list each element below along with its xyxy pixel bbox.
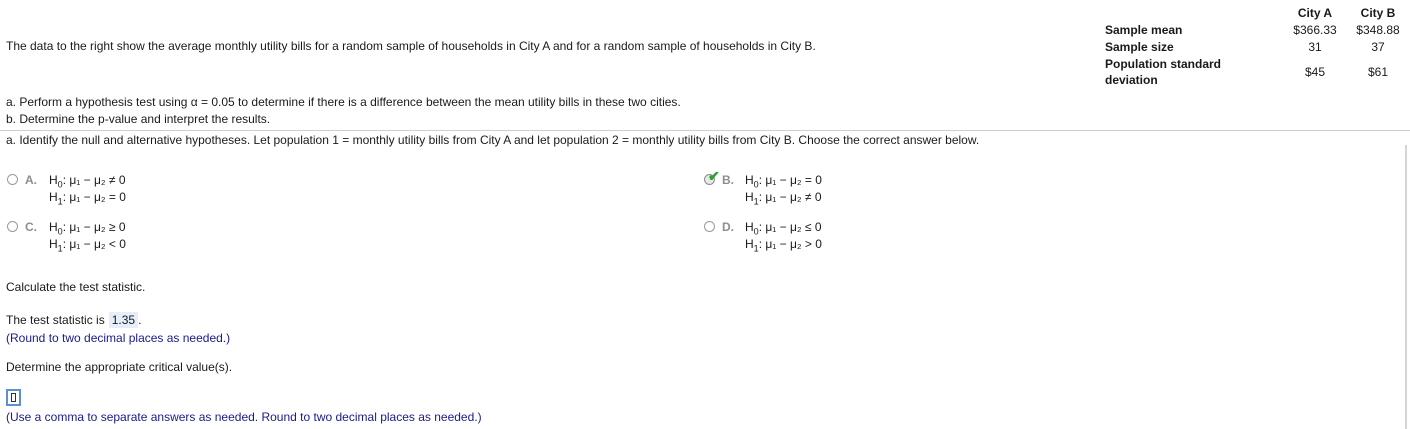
column-header-city-a: City A: [1297, 6, 1333, 20]
critical-value-input[interactable]: [6, 389, 21, 406]
radio-option-d[interactable]: [704, 221, 715, 232]
option-c-h1: $H_1$: μ₁ − μ₂ < 0: [49, 237, 126, 254]
text-cursor: [11, 393, 16, 402]
option-b-h0: $H_0$: μ₁ − μ₂ = 0: [745, 173, 822, 190]
question-part-b: b. Determine the p-value and interpret the results.: [6, 112, 271, 126]
option-d-h1: $H_1$: μ₁ − μ₂ > 0: [745, 237, 822, 254]
column-header-city-b: City B: [1360, 6, 1396, 20]
scrollbar[interactable]: [1405, 145, 1407, 429]
cell-mean-city-b: $348.88: [1356, 23, 1400, 37]
test-stat-suffix: .: [138, 313, 142, 327]
problem-intro: The data to the right show the average monthly utility bills for a random sample of households in City A and for a random sample of households in City B.: [6, 39, 816, 53]
test-statistic-line: [6, 312, 141, 328]
option-letter: C.: [25, 220, 37, 234]
cell-sd-city-a: $45: [1304, 65, 1326, 79]
critical-hint: (Use a comma to separate answers as needed. Round to two decimal places as needed.): [6, 410, 482, 424]
option-a-h1: $H_1$: μ₁ − μ₂ = 0: [49, 190, 126, 207]
section-divider: [0, 130, 1410, 131]
row-label-sample-size: Sample size: [1105, 40, 1174, 54]
checkmark-icon: ✔: [708, 168, 720, 184]
option-letter: D.: [722, 220, 734, 234]
row-label-sample-mean: Sample mean: [1105, 23, 1183, 37]
question-part-a: a. Perform a hypothesis test using α = 0.05 to determine if there is a difference between the mean utility bills in these two cities.: [6, 95, 681, 109]
option-letter: B.: [722, 173, 734, 187]
option-a-h0: $H_0$: μ₁ − μ₂ ≠ 0: [49, 173, 126, 190]
option-c-h0: $H_0$: μ₁ − μ₂ ≥ 0: [49, 220, 126, 237]
row-label-pop-sd-line2: deviation: [1105, 73, 1158, 87]
test-stat-prefix: The test statistic is: [6, 313, 105, 327]
calc-prompt: Calculate the test statistic.: [6, 280, 146, 294]
round-hint: (Round to two decimal places as needed.): [6, 331, 231, 345]
cell-size-city-b: 37: [1371, 40, 1385, 54]
radio-option-a[interactable]: [7, 174, 18, 185]
option-b-h1: $H_1$: μ₁ − μ₂ ≠ 0: [745, 190, 822, 207]
critical-value-prompt: Determine the appropriate critical value(s).: [6, 360, 233, 374]
question-identify-hypotheses: a. Identify the null and alternative hypotheses. Let population 1 = monthly utility bills from City A and let population 2 = monthly utility bills from City B. Choose the correct answer below.: [6, 133, 980, 147]
option-letter: A.: [25, 173, 37, 187]
cell-sd-city-b: $61: [1367, 65, 1389, 79]
cell-mean-city-a: $366.33: [1293, 23, 1337, 37]
test-stat-answer[interactable]: 1.35: [109, 312, 138, 328]
option-d-h0: $H_0$: μ₁ − μ₂ ≤ 0: [745, 220, 822, 237]
radio-option-c[interactable]: [7, 221, 18, 232]
row-label-pop-sd-line1: Population standard: [1105, 57, 1222, 71]
cell-size-city-a: 31: [1308, 40, 1322, 54]
